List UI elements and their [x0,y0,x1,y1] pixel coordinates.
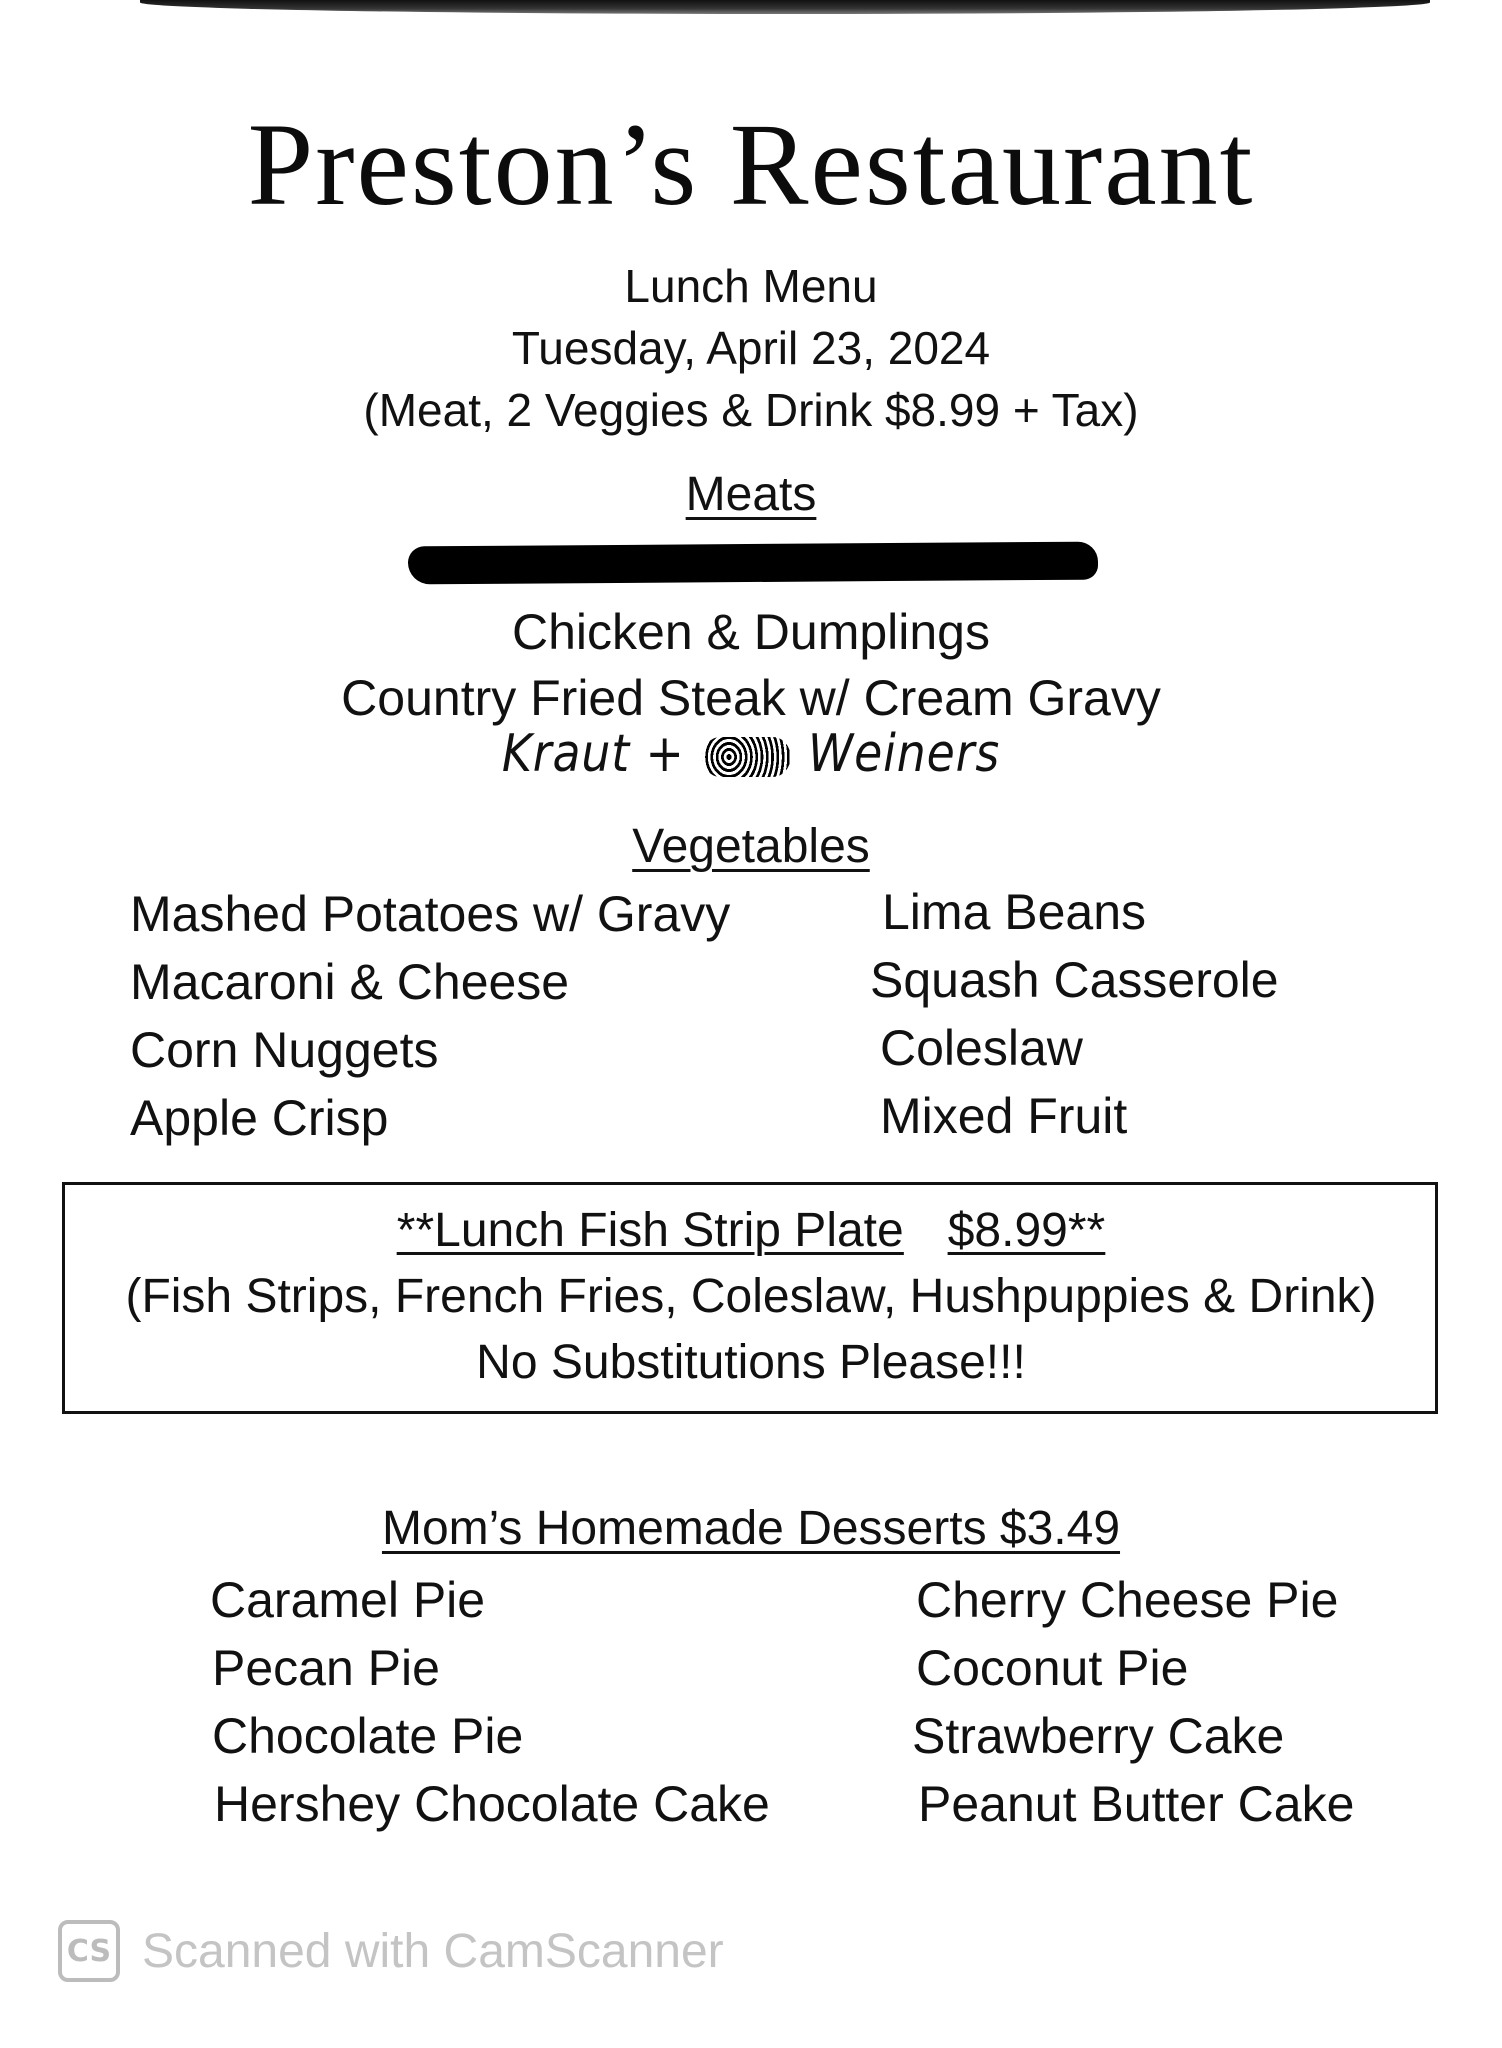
menu-type: Lunch Menu [624,260,878,312]
dessert-item: Cherry Cheese Pie [916,1572,1339,1628]
vegetable-item: Lima Beans [882,884,1147,940]
scribble-mark [702,737,790,777]
vegetables-heading: Vegetables [632,820,870,873]
menu-date: Tuesday, April 23, 2024 [511,322,991,374]
desserts-heading: Mom’s Homemade Desserts $3.49 [381,1502,1121,1555]
vegetable-item: Apple Crisp [130,1090,389,1146]
camscanner-watermark [58,1918,724,1984]
dessert-item: Hershey Chocolate Cake [214,1776,770,1832]
dessert-item: Chocolate Pie [212,1708,524,1764]
dessert-item: Caramel Pie [210,1572,486,1628]
dessert-item: Strawberry Cake [912,1708,1285,1764]
meat-item: Chicken & Dumplings [512,604,990,660]
dessert-item: Pecan Pie [212,1640,440,1696]
meats-heading: Meats [685,468,817,521]
scan-edge-bar [140,0,1430,14]
handwritten-meat-item: Kraut + Weiners [501,724,1001,784]
meat-item: Country Fried Steak w/ Cream Gravy [341,670,1161,726]
dessert-item: Coconut Pie [916,1640,1189,1696]
vegetable-item: Squash Casserole [870,952,1279,1008]
vegetable-item: Macaroni & Cheese [130,954,570,1010]
fish-plate-contents: (Fish Strips, French Fries, Coleslaw, Hushpuppies & Drink) [125,1270,1377,1323]
fish-plate-note: No Substitutions Please!!! [476,1336,1026,1389]
vegetable-item: Mashed Potatoes w/ Gravy [130,886,731,942]
fish-plate-title: **Lunch Fish Strip Plate $8.99** [396,1204,1106,1257]
vegetable-item: Coleslaw [880,1020,1083,1076]
restaurant-name: Preston’s Restaurant [247,99,1255,230]
meal-deal: (Meat, 2 Veggies & Drink $8.99 + Tax) [363,384,1139,436]
vegetable-item: Mixed Fruit [880,1088,1128,1144]
vegetable-item: Corn Nuggets [130,1022,439,1078]
camscanner-logo-icon: CS [58,1920,120,1982]
dessert-item: Peanut Butter Cake [918,1776,1355,1832]
watermark-text: Scanned with CamScanner [142,1924,724,1978]
redaction-mark [408,542,1098,585]
